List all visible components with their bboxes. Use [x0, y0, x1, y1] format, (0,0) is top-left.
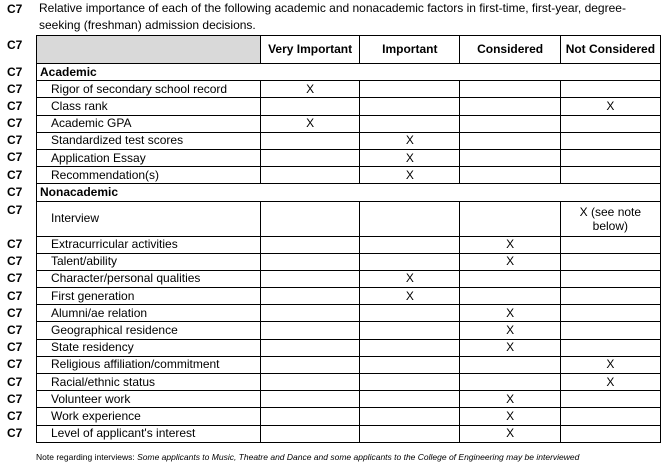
factors-table [36, 35, 661, 443]
factor-label: Standardized test scores [37, 132, 261, 149]
rating-cell-co [460, 98, 560, 115]
row-code: C7 [7, 81, 23, 96]
row-code: C7 [7, 133, 23, 148]
header-important: Important [360, 36, 460, 64]
rating-cell-co: X [460, 425, 560, 442]
rating-cell-im [360, 115, 460, 132]
row-code: C7 [7, 37, 23, 52]
rating-cell-co: X [460, 253, 560, 270]
table-row [37, 408, 661, 425]
rating-cell-im: X [360, 270, 460, 287]
rating-cell-nc [560, 132, 660, 149]
factor-label: Racial/ethnic status [37, 374, 261, 391]
rating-cell-co [460, 288, 560, 305]
rating-cell-im: X [360, 167, 460, 184]
table-row [37, 115, 661, 132]
rating-cell-nc [560, 253, 660, 270]
rating-cell-nc: X [560, 98, 660, 115]
rating-cell-co [460, 115, 560, 132]
rating-cell-co: X [460, 322, 560, 339]
row-code: C7 [7, 357, 23, 372]
rating-cell-nc [560, 339, 660, 356]
rating-cell-co: X [460, 305, 560, 322]
row-code: C7 [7, 64, 23, 79]
factor-label: Application Essay [37, 149, 261, 166]
rating-cell-vi [261, 356, 360, 373]
rating-cell-co [460, 132, 560, 149]
rating-cell-vi [261, 339, 360, 356]
rating-cell-co: X [460, 391, 560, 408]
factor-label: State residency [37, 339, 261, 356]
header-not-considered: Not Considered [560, 36, 660, 64]
table-row [37, 322, 661, 339]
rating-cell-vi: X [261, 115, 360, 132]
table-row [37, 98, 661, 115]
row-code: C7 [7, 2, 23, 16]
section-filler [460, 64, 560, 81]
rating-cell-im: X [360, 288, 460, 305]
rating-cell-vi [261, 391, 360, 408]
section-filler [360, 184, 460, 201]
factor-label: Work experience [37, 408, 261, 425]
section-filler [261, 184, 360, 201]
rating-cell-co [460, 149, 560, 166]
rating-cell-nc [560, 149, 660, 166]
rating-cell-vi [261, 253, 360, 270]
table-row [37, 356, 661, 373]
section-filler [460, 184, 560, 201]
rating-cell-nc [560, 115, 660, 132]
rating-cell-co [460, 201, 560, 236]
rating-cell-im [360, 322, 460, 339]
rating-cell-nc [560, 322, 660, 339]
rating-cell-im [360, 356, 460, 373]
section-academic-row [37, 64, 661, 81]
rating-cell-co: X [460, 408, 560, 425]
rating-cell-vi [261, 425, 360, 442]
rating-cell-vi [261, 98, 360, 115]
table-row [37, 391, 661, 408]
factor-label: Rigor of secondary school record [37, 81, 261, 98]
factor-label: Volunteer work [37, 391, 261, 408]
factor-label: Interview [37, 201, 261, 236]
table-row [37, 374, 661, 391]
factor-label: Recommendation(s) [37, 167, 261, 184]
rating-cell-nc [560, 236, 660, 253]
section-filler [261, 64, 360, 81]
table-row [37, 149, 661, 166]
row-code: C7 [7, 98, 23, 113]
factor-label: First generation [37, 288, 261, 305]
table-row [37, 288, 661, 305]
rating-cell-vi [261, 288, 360, 305]
rating-cell-vi [261, 270, 360, 287]
factor-label: Academic GPA [37, 115, 261, 132]
table-row [37, 305, 661, 322]
rating-cell-vi [261, 374, 360, 391]
rating-cell-co: X [460, 236, 560, 253]
rating-cell-vi [261, 322, 360, 339]
section-filler [560, 64, 660, 81]
row-code: C7 [7, 271, 23, 286]
row-code: C7 [7, 254, 23, 269]
table-row [37, 270, 661, 287]
interview-footnote [36, 452, 579, 462]
factor-label: Religious affiliation/commitment [37, 356, 261, 373]
row-code: C7 [7, 184, 23, 199]
rating-cell-co [460, 270, 560, 287]
rating-cell-nc: X (see note below) [560, 201, 660, 236]
rating-cell-nc [560, 305, 660, 322]
rating-cell-vi [261, 167, 360, 184]
rating-cell-vi [261, 236, 360, 253]
rating-cell-im [360, 374, 460, 391]
table-row [37, 167, 661, 184]
rating-cell-nc: X [560, 356, 660, 373]
section-filler [360, 64, 460, 81]
table-row [37, 339, 661, 356]
rating-cell-co [460, 374, 560, 391]
footnote-prefix: Note regarding interviews: [36, 452, 138, 462]
rating-cell-im [360, 81, 460, 98]
factor-label: Class rank [37, 98, 261, 115]
rating-cell-nc [560, 425, 660, 442]
rating-cell-co: X [460, 339, 560, 356]
rating-cell-im [360, 253, 460, 270]
rating-cell-vi [261, 132, 360, 149]
row-code: C7 [7, 305, 23, 320]
rating-cell-vi [261, 305, 360, 322]
rating-cell-im [360, 339, 460, 356]
rating-cell-nc [560, 81, 660, 98]
rating-cell-co [460, 81, 560, 98]
factor-label: Geographical residence [37, 322, 261, 339]
table-header-row [37, 36, 661, 64]
rating-cell-nc [560, 408, 660, 425]
table-row [37, 425, 661, 442]
section-filler [560, 184, 660, 201]
factor-label: Alumni/ae relation [37, 305, 261, 322]
row-code: C7 [7, 391, 23, 406]
row-code: C7 [7, 203, 23, 217]
rating-cell-im [360, 305, 460, 322]
rating-cell-im: X [360, 132, 460, 149]
factor-label: Talent/ability [37, 253, 261, 270]
rating-cell-im [360, 236, 460, 253]
section-label: Nonacademic [37, 184, 261, 201]
row-code: C7 [7, 167, 23, 182]
question-text: Relative importance of each of the following academic and nonacademic factors in first-time, first-year, degree-seeking (freshman) admission decisions. [39, 1, 626, 32]
rating-cell-nc [560, 391, 660, 408]
header-blank-cell [37, 36, 261, 64]
footnote-text: Some applicants to Music, Theatre and Dance and some applicants to the College of Engineering may be interviewed [137, 452, 580, 462]
rating-cell-vi [261, 201, 360, 236]
rating-cell-co [460, 167, 560, 184]
row-code: C7 [7, 426, 23, 441]
row-code: C7 [7, 340, 23, 355]
rating-cell-nc: X [560, 374, 660, 391]
rating-cell-vi: X [261, 81, 360, 98]
row-code: C7 [7, 374, 23, 389]
header-considered: Considered [460, 36, 560, 64]
factor-label: Character/personal qualities [37, 270, 261, 287]
table-row [37, 81, 661, 98]
header-very-important: Very Important [261, 36, 360, 64]
factor-label: Level of applicant's interest [37, 425, 261, 442]
row-code: C7 [7, 237, 23, 251]
rating-cell-im: X [360, 149, 460, 166]
table-row [37, 201, 661, 236]
row-code: C7 [7, 322, 23, 337]
row-code: C7 [7, 288, 23, 303]
table-row [37, 253, 661, 270]
rating-cell-im [360, 408, 460, 425]
rating-cell-im [360, 201, 460, 236]
rating-cell-im [360, 98, 460, 115]
table-row [37, 132, 661, 149]
section-label: Academic [37, 64, 261, 81]
row-code: C7 [7, 408, 23, 423]
factor-label: Extracurricular activities [37, 236, 261, 253]
row-code: C7 [7, 116, 23, 131]
section-nonacademic-row [37, 184, 661, 201]
row-code: C7 [7, 150, 23, 165]
rating-cell-nc [560, 270, 660, 287]
rating-cell-im [360, 425, 460, 442]
rating-cell-im [360, 391, 460, 408]
rating-cell-nc [560, 288, 660, 305]
rating-cell-nc [560, 167, 660, 184]
rating-cell-vi [261, 149, 360, 166]
rating-cell-co [460, 356, 560, 373]
rating-cell-vi [261, 408, 360, 425]
table-row [37, 236, 661, 253]
